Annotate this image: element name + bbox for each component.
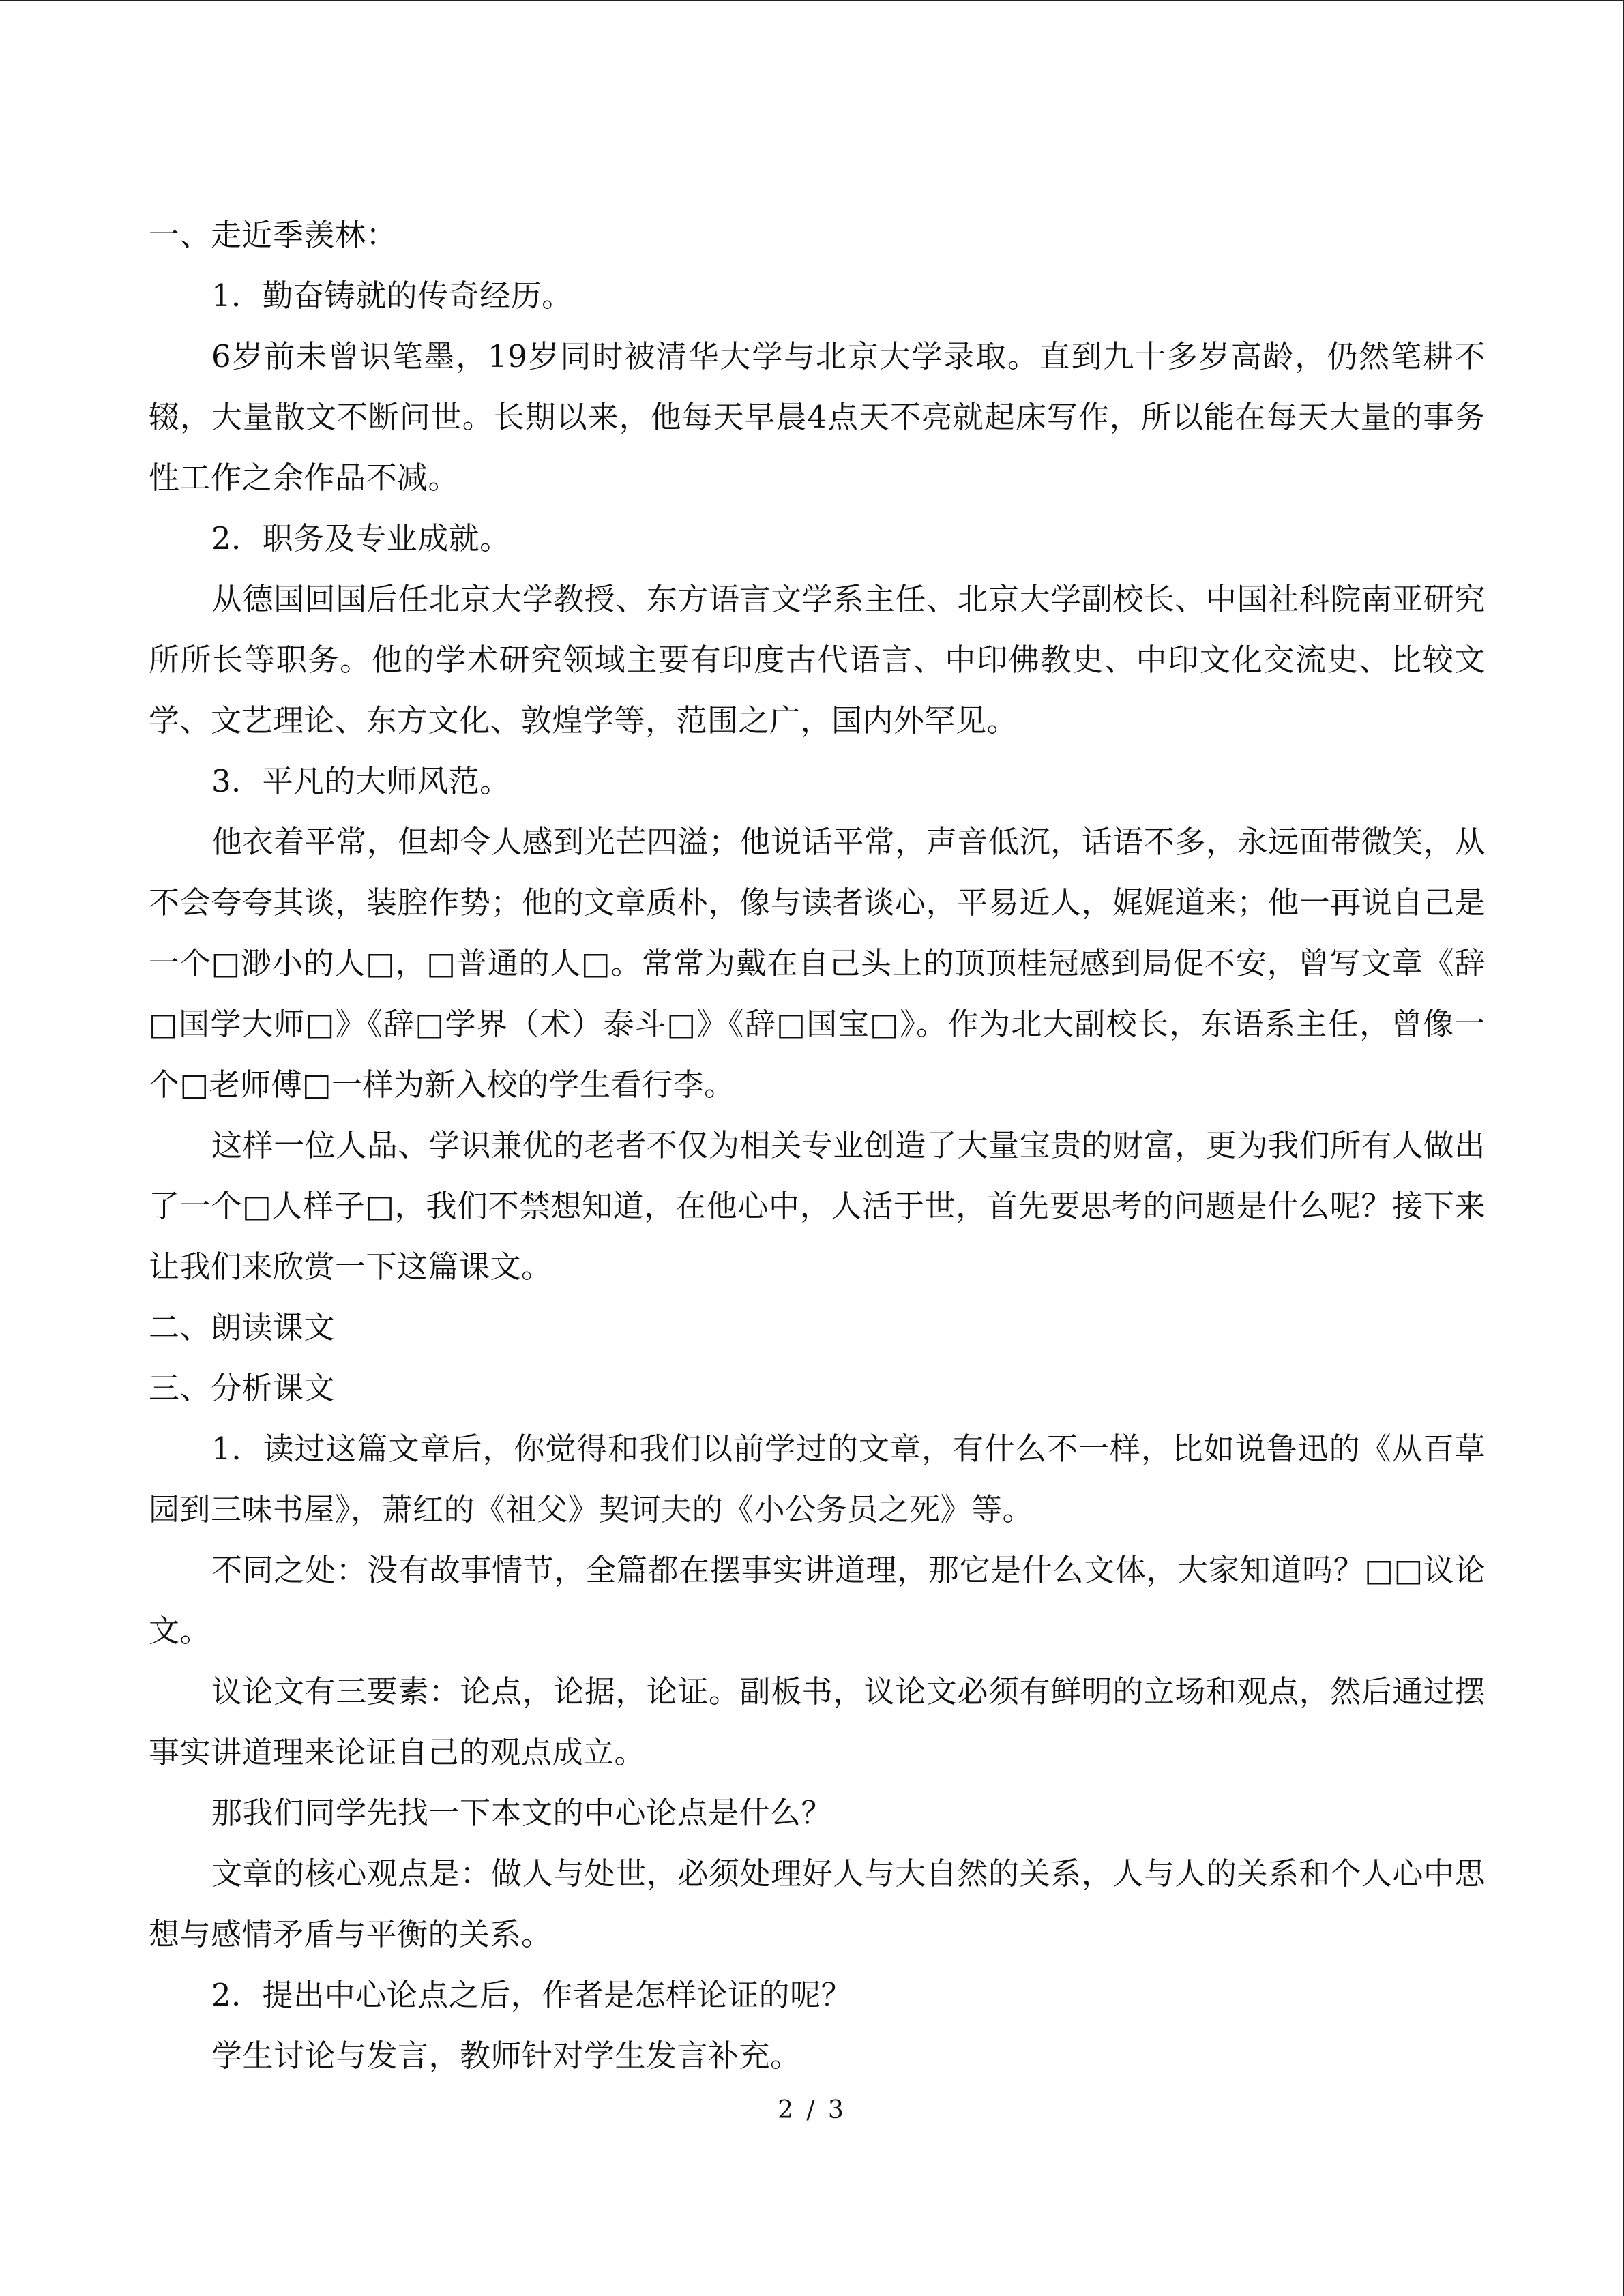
document-body (149, 205, 1486, 2086)
page-number: 2 / 3 (778, 2096, 846, 2124)
paragraph: 1．读过这篇文章后，你觉得和我们以前学过的文章，有什么不一样，比如说鲁迅的《从百草园到三味书屋》，萧红的《祖父》契诃夫的《小公务员之死》等。 (149, 1431, 1486, 1527)
paragraph: 不同之处：没有故事情节，全篇都在摆事实讲道理，那它是什么文体，大家知道吗？□□议论文。 (149, 1552, 1486, 1649)
subheading: 2．提出中心论点之后，作者是怎样论证的呢？ (211, 1977, 853, 2013)
paragraph: 议论文有三要素：论点，论据，论证。副板书，议论文必须有鲜明的立场和观点，然后通过摆事实讲道理来论证自己的观点成立。 (149, 1673, 1486, 1770)
paragraph: 学生讨论与发言，教师针对学生发言补充。 (211, 2038, 801, 2074)
section-heading: 三、分析课文 (149, 1370, 336, 1406)
paragraph: 文章的核心观点是：做人与处世，必须处理好人与大自然的关系，人与人的关系和个人心中思想与感情矛盾与平衡的关系。 (149, 1855, 1486, 1952)
section-heading: 二、朗读课文 (149, 1309, 336, 1345)
paragraph: 6岁前未曾识笔墨，19岁同时被清华大学与北京大学录取。直到九十多岁高龄，仍然笔耕不辍，大量散文不断问世。长期以来，他每天早晨4点天不亮就起床写作，所以能在每天大量的事务性工作之余作品不减。 (149, 338, 1486, 496)
paragraph: 这样一位人品、学识兼优的老者不仅为相关专业创造了大量宝贵的财富，更为我们所有人做出了一个□人样子□，我们不禁想知道，在他心中，人活于世，首先要思考的问题是什么呢？接下来让我们来欣赏一下这篇课文。 (149, 1127, 1486, 1285)
subheading: 3．平凡的大师风范。 (211, 763, 511, 799)
paragraph: 从德国回国后任北京大学教授、东方语言文学系主任、北京大学副校长、中国社科院南亚研究所所长等职务。他的学术研究领域主要有印度古代语言、中印佛教史、中印文化交流史、比较文学、文艺理论、东方文化、敦煌学等，范围之广，国内外罕见。 (149, 581, 1486, 739)
subheading: 2．职务及专业成就。 (211, 520, 511, 556)
subheading: 1．勤奋铸就的传奇经历。 (211, 278, 573, 314)
paragraph: 他衣着平常，但却令人感到光芒四溢；他说话平常，声音低沉，话语不多，永远面带微笑，从不会夸夸其谈，装腔作势；他的文章质朴，像与读者谈心，平易近人，娓娓道来；他一再说自己是一个□渺小的人□，□普通的人□。常常为戴在自己头上的顶顶桂冠感到局促不安，曾写文章《辞□国学大师□》《辞□学界（术）泰斗□》《辞□国宝□》。作为北大副校长，东语系主任，曾像一个□老师傅□一样为新入校的学生看行李。 (149, 824, 1486, 1103)
section-heading: 一、走近季羡林： (149, 217, 398, 253)
paragraph: 那我们同学先找一下本文的中心论点是什么？ (211, 1795, 833, 1831)
